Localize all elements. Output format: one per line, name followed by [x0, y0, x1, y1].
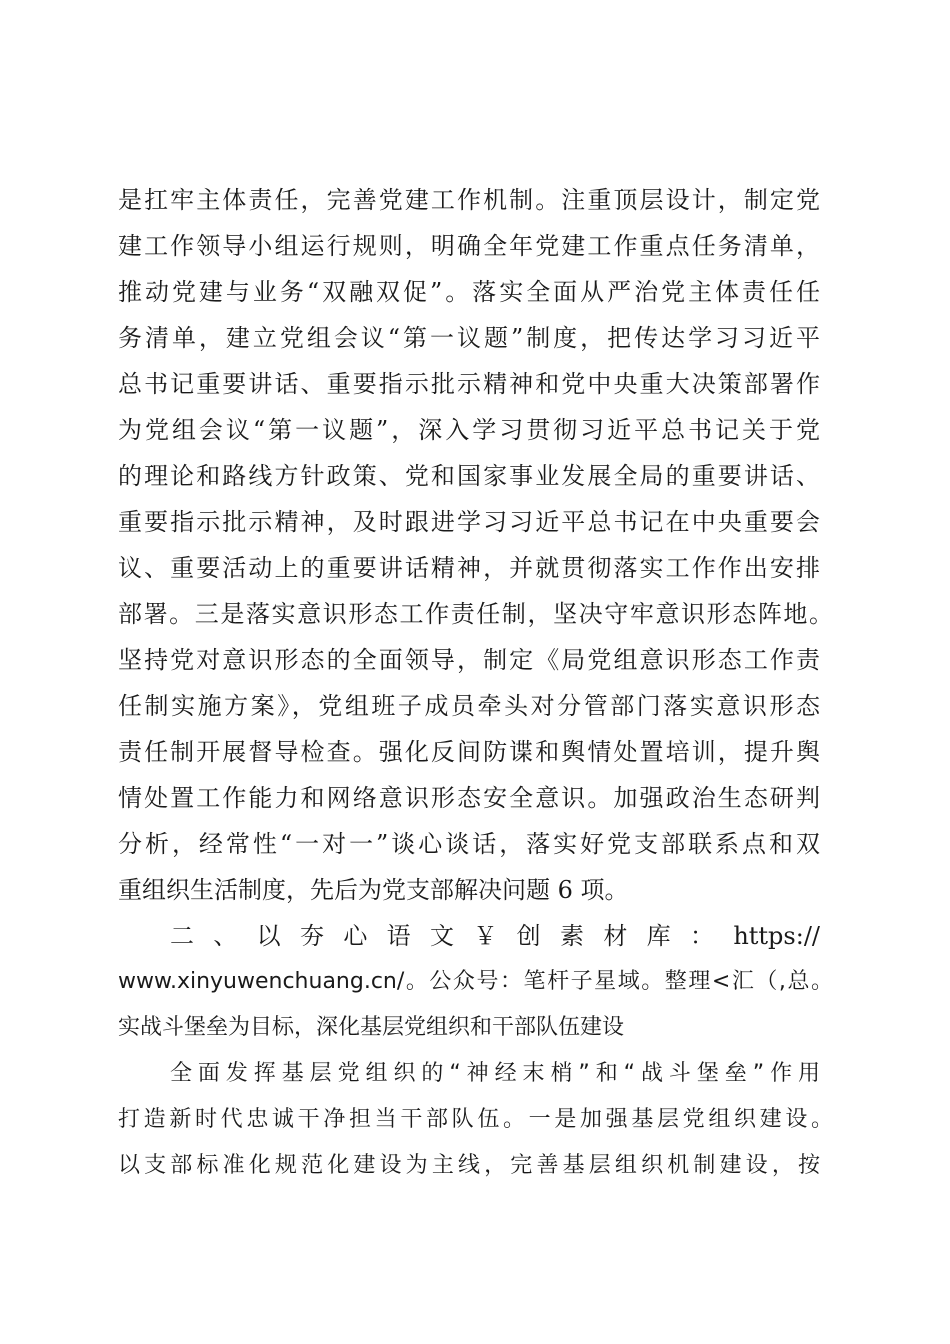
body-line-1: 是扛牢主体责任，完善党建工作机制。注重顶层设计，制定党 — [118, 186, 820, 214]
body-line-2: 建工作领导小组运行规则，明确全年党建工作重点任务清单， — [118, 232, 820, 260]
body-line-17: 全面发挥基层党组织的“神经末梢”和“战斗堡垒”作用 — [170, 1061, 820, 1086]
body-line-16: 重组织生活制度，先后为党支部解决问题 6 项。 — [118, 876, 629, 904]
section-heading-line-3: 实战斗堡垒为目标，深化基层党组织和干部队伍建设 — [118, 1015, 625, 1040]
body-line-4: 务清单，建立党组会议“第一议题”制度，把传达学习习近平 — [118, 324, 820, 352]
body-line-9: 议、重要活动上的重要讲话精神，并就贯彻落实工作作出安排 — [118, 554, 820, 582]
body-line-8: 重要指示批示精神，及时跟进学习习近平总书记在中央重要会 — [118, 508, 820, 536]
section-heading-line-1: 二 、 以 夯 心 语 文 ￥ 创 素 材 库 ： https:// — [170, 922, 820, 950]
body-line-13: 责任制开展督导检查。强化反间防谍和舆情处置培训，提升舆 — [118, 738, 820, 766]
body-line-18: 打造新时代忠诚干净担当干部队伍。一是加强基层党组织建设。 — [118, 1107, 833, 1132]
body-line-14: 情处置工作能力和网络意识形态安全意识。加强政治生态研判 — [118, 784, 820, 812]
body-line-11: 坚持党对意识形态的全面领导，制定《局党组意识形态工作责 — [118, 646, 820, 674]
body-line-3: 推动党建与业务“双融双促”。落实全面从严治党主体责任任 — [118, 278, 820, 306]
body-line-15: 分析，经常性“一对一”谈心谈话，落实好党支部联系点和双 — [118, 830, 820, 858]
body-line-10: 部署。三是落实意识形态工作责任制，坚决守牢意识形态阵地。 — [118, 600, 833, 628]
body-line-6: 为党组会议“第一议题”，深入学习贯彻习近平总书记关于党 — [118, 416, 820, 444]
section-heading-line-2: www.xinyuwenchuang.cn/。公众号：笔杆子星域。整理<汇（,总。 — [118, 969, 833, 994]
body-line-12: 任制实施方案》，党组班子成员牵头对分管部门落实意识形态 — [118, 692, 820, 720]
body-line-19: 以支部标准化规范化建设为主线，完善基层组织机制建设，按 — [118, 1153, 820, 1178]
body-line-5: 总书记重要讲话、重要指示批示精神和党中央重大决策部署作 — [118, 370, 820, 398]
body-line-7: 的理论和路线方针政策、党和国家事业发展全局的重要讲话、 — [118, 462, 820, 490]
